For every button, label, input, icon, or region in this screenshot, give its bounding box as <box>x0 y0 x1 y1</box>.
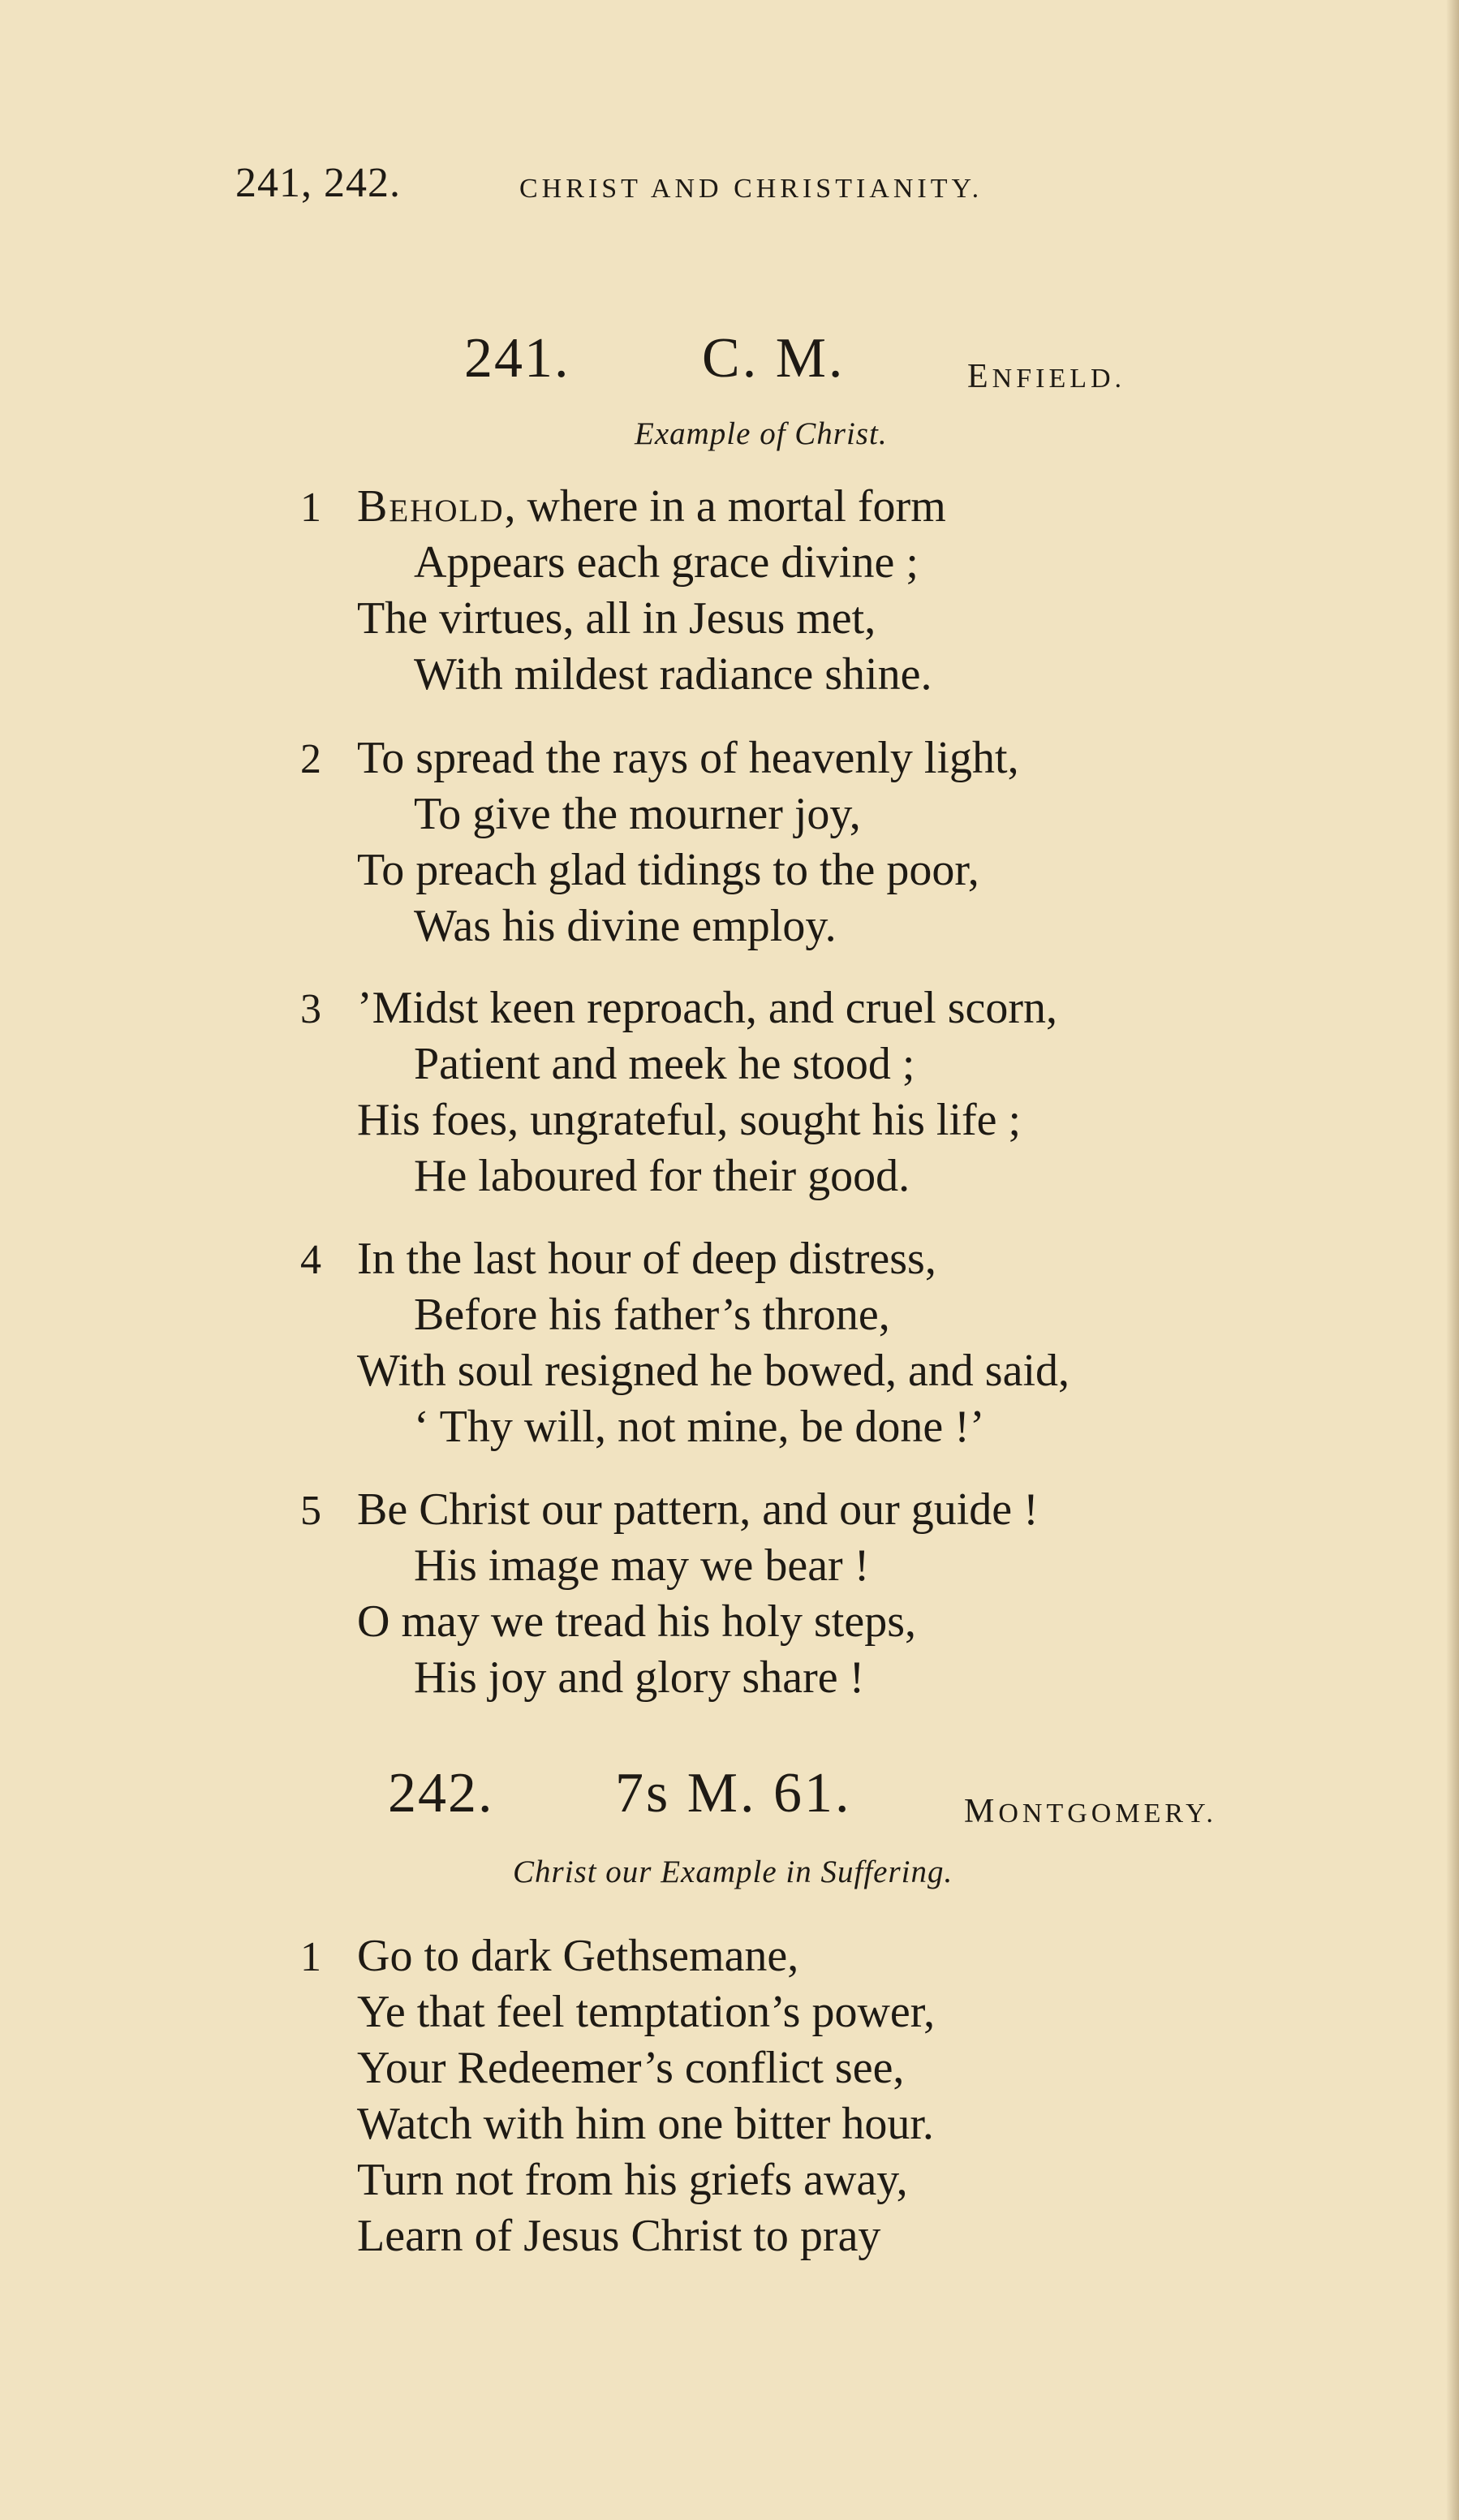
verse-line: Watch with him one bitter hour. <box>357 2099 934 2149</box>
verse-number: 3 <box>300 986 321 1032</box>
verse-line: O may we tread his holy steps, <box>357 1596 916 1647</box>
running-title: CHRIST AND CHRISTIANITY. <box>519 174 983 204</box>
verse-line: Ye that feel temptation’s power, <box>357 1987 936 2037</box>
hymn-241-tune <box>967 357 1125 396</box>
verse-line: With mildest radiance shine. <box>414 649 932 700</box>
verse-line: Your Redeemer’s conflict see, <box>357 2043 905 2093</box>
verse-line-rest: , where in a mortal form <box>504 481 946 532</box>
verse-line: Learn of Jesus Christ to pray <box>357 2211 881 2261</box>
verse-line: His joy and glory share ! <box>414 1652 865 1703</box>
tune-rest: ONTGOMERY. <box>998 1798 1217 1829</box>
verse-line: In the last hour of deep distress, <box>357 1234 936 1284</box>
verse-line: Go to dark Gethsemane, <box>357 1931 799 1981</box>
verse-line: Patient and meek he stood ; <box>414 1039 915 1089</box>
verse-line: Turn not from his griefs away, <box>357 2155 908 2205</box>
verse-number: 1 <box>300 485 321 531</box>
verse-number: 1 <box>300 1934 321 1980</box>
page-numbers: 241, 242. <box>235 160 401 206</box>
hymn-242-meter: 7s M. 61. <box>615 1762 852 1824</box>
hymn-242-number: 242. <box>388 1762 494 1824</box>
verse-line: Was his divine employ. <box>414 901 837 951</box>
hymn-241-subtitle: Example of Christ. <box>635 416 888 451</box>
verse-line: To give the mourner joy, <box>414 789 861 839</box>
verse-line: He laboured for their good. <box>414 1151 910 1201</box>
verse-line: To preach glad tidings to the poor, <box>357 845 979 895</box>
verse-line <box>357 480 946 532</box>
verse-line: The virtues, all in Jesus met, <box>357 593 876 644</box>
hymn-242-subtitle: Christ our Example in Suffering. <box>513 1854 953 1889</box>
hymn-242-tune <box>964 1792 1217 1831</box>
verse-number: 5 <box>300 1488 321 1534</box>
hymn-241-number: 241. <box>464 327 570 390</box>
verse-line: To spread the rays of heavenly light, <box>357 733 1019 783</box>
verse-line: Be Christ our pattern, and our guide ! <box>357 1484 1039 1535</box>
verse-number: 2 <box>300 736 321 782</box>
tune-rest: NFIELD. <box>992 364 1126 394</box>
verse-line: ‘ Thy will, not mine, be done !’ <box>414 1402 985 1452</box>
hymn-241-meter: C. M. <box>702 327 846 390</box>
verse-line: ’Midst keen reproach, and cruel scorn, <box>357 983 1057 1033</box>
verse-opening-word: Behold <box>357 481 505 532</box>
verse-line: With soul resigned he bowed, and said, <box>357 1346 1070 1396</box>
verse-line: Before his father’s throne, <box>414 1290 890 1340</box>
verse-line: Appears each grace divine ; <box>414 537 919 588</box>
page-edge-shadow <box>1446 0 1459 2520</box>
verse-line: His image may we bear ! <box>414 1540 870 1591</box>
verse-number: 4 <box>300 1237 321 1283</box>
tune-initial: M <box>964 1793 999 1830</box>
verse-line: His foes, ungrateful, sought his life ; <box>357 1095 1022 1145</box>
tune-initial: E <box>967 358 992 395</box>
